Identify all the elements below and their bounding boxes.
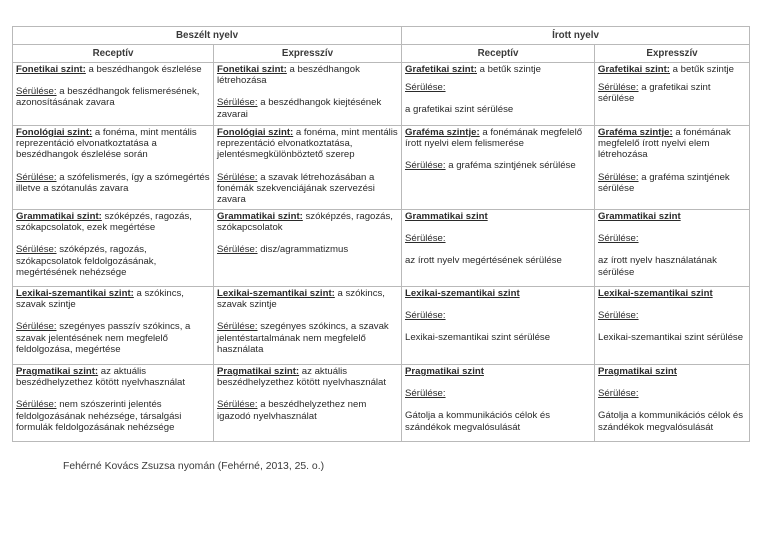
spacer (598, 161, 746, 172)
level-definition (16, 127, 210, 161)
level-title: Fonetikai szint: (217, 64, 287, 75)
impairment-label: Sérülése: (598, 310, 639, 322)
level-description: a beszédhangok létrehozása (217, 64, 360, 87)
level-title: Lexikai-szemantikai szint (598, 288, 713, 299)
level-definition (598, 211, 746, 222)
level-title: Fonológiai szint: (16, 127, 93, 138)
impairment-definition (598, 388, 746, 433)
impairment-description: szóképzés, ragozás, szókapcsolatok feldolgozásának, megértésének nehézsége (16, 244, 157, 278)
header-written-expressive: Expresszív (595, 45, 750, 63)
spacer (405, 75, 591, 82)
spacer (598, 399, 746, 410)
table-cell (13, 287, 214, 365)
level-description: szóképzés, ragozás, szókapcsolatok, ezek megértése (16, 211, 192, 234)
impairment-description: a graféma szintjének sérülése (598, 171, 730, 194)
level-definition (16, 366, 210, 388)
impairment-label: Sérülése: (16, 321, 57, 333)
impairment-definition (598, 233, 746, 278)
spacer (16, 233, 210, 244)
header-spoken-language: Beszélt nyelv (13, 27, 402, 45)
impairment-definition (405, 82, 591, 115)
header-written-receptive: Receptív (402, 45, 595, 63)
level-definition (217, 211, 398, 233)
level-title: Grammatikai szint (405, 211, 488, 222)
impairment-label: Sérülése: (16, 171, 57, 183)
spacer (405, 244, 591, 255)
level-description: a fonémának megfelelő írott nyelvi elem létrehozása (598, 127, 731, 161)
table-cell (595, 365, 750, 442)
impairment-description: Lexikai-szemantikai szint sérülése (405, 332, 551, 344)
impairment-definition (217, 399, 398, 421)
impairment-definition (16, 321, 210, 355)
table-cell (13, 63, 214, 126)
table-cell (402, 365, 595, 442)
level-title: Pragmatikai szint (405, 366, 484, 377)
header-row-modality (13, 27, 750, 45)
level-title: Lexikai-szemantikai szint: (16, 288, 134, 299)
table-cell (214, 210, 402, 287)
impairment-label: Sérülése: (217, 97, 258, 109)
impairment-description: Gátolja a kommunikációs célok és szándékok megvalósulását (598, 410, 744, 433)
level-description: a betűk szintje (670, 64, 734, 75)
spacer (16, 161, 210, 172)
impairment-description: az írott nyelv használatának sérülése (598, 255, 717, 278)
level-definition (217, 64, 398, 86)
impairment-description: a beszédhangok felismerésének, azonosításának zavara (16, 86, 200, 109)
level-description: a fonéma, mint mentális reprezentáció elvonatkoztatása, jelentésmegkülönböztető szerep (217, 127, 398, 161)
impairment-label: Sérülése: (405, 233, 446, 245)
spacer (217, 233, 398, 244)
impairment-definition (598, 82, 746, 104)
header-spoken-expressive: Expresszív (214, 45, 402, 63)
impairment-label: Sérülése: (598, 82, 639, 94)
spacer (598, 321, 746, 332)
impairment-definition (405, 388, 591, 433)
table-cell (595, 126, 750, 210)
level-description: szóképzés, ragozás, szókapcsolatok (217, 211, 393, 234)
level-definition (598, 366, 746, 377)
level-description: a szókincs, szavak szintje (16, 288, 184, 311)
impairment-label: Sérülése: (405, 388, 446, 400)
level-description: a betűk szintje (477, 64, 541, 75)
table-cell (595, 63, 750, 126)
impairment-label: Sérülése: (217, 399, 258, 411)
table-cell (13, 126, 214, 210)
impairment-description: a beszédhangok kiejtésének zavarai (217, 97, 382, 120)
impairment-definition (16, 399, 210, 433)
impairment-label: Sérülése: (598, 233, 639, 245)
spacer (405, 222, 591, 233)
level-definition (217, 127, 398, 161)
table-cell (214, 126, 402, 210)
table-cell (402, 210, 595, 287)
table-row (13, 210, 750, 287)
level-description: az aktuális beszédhelyzethez kötött nyelvhasználat (217, 366, 387, 389)
spacer (217, 161, 398, 172)
source-caption: Fehérné Kovács Zsuzsa nyomán (Fehérné, 2013, 25. o.) (63, 461, 325, 472)
impairment-definition (405, 233, 591, 266)
impairment-label: Sérülése: (217, 171, 258, 183)
table-cell (13, 210, 214, 287)
impairment-description: a beszédhelyzethez nem igazodó nyelvhasználat (217, 399, 367, 422)
impairment-description: Lexikai-szemantikai szint sérülése (598, 332, 744, 344)
table-cell (402, 126, 595, 210)
impairment-description: szegényes szókincs, a szavak jelentéstartalmának nem megfelelő használata (217, 321, 389, 355)
impairment-definition (598, 310, 746, 343)
level-definition (598, 127, 746, 161)
table-row (13, 126, 750, 210)
level-title: Grafetikai szint: (405, 64, 477, 75)
impairment-description: szegényes passzív szókincs, a szavak jelentésének nem megfelelő feldolgozása, megértése (16, 321, 191, 355)
impairment-label: Sérülése: (16, 399, 57, 411)
level-definition (405, 288, 591, 299)
level-description: a beszédhangok észlelése (85, 64, 202, 75)
impairment-description: Gátolja a kommunikációs célok és szándékok megvalósulását (405, 410, 551, 433)
impairment-definition (405, 310, 591, 343)
impairment-definition (598, 172, 746, 194)
level-title: Grammatikai szint: (217, 211, 303, 222)
impairment-label: Sérülése: (405, 310, 446, 322)
impairment-label: Sérülése: (598, 388, 639, 400)
level-definition (598, 288, 746, 299)
table-cell (402, 63, 595, 126)
impairment-definition (217, 97, 398, 119)
table-row (13, 365, 750, 442)
table-cell (595, 287, 750, 365)
impairment-description: disz/agrammatizmus (257, 244, 349, 256)
impairment-description: a grafetikai szint sérülése (598, 82, 711, 105)
spacer (598, 244, 746, 255)
table-cell (13, 365, 214, 442)
impairment-description: a graféma szintjének sérülése (445, 160, 576, 172)
impairment-description: a szavak létrehozásában a fonémák szekvenciájának szervezési zavara (217, 171, 375, 206)
impairment-definition (405, 160, 591, 171)
spacer (217, 388, 398, 399)
impairment-label: Sérülése: (405, 160, 446, 172)
table-cell (214, 365, 402, 442)
language-levels-table (12, 26, 750, 442)
table-cell (402, 287, 595, 365)
impairment-description: az írott nyelv megértésének sérülése (405, 255, 562, 267)
level-title: Graféma szintje: (405, 127, 480, 138)
level-description: a szókincs, szavak szintje (217, 288, 385, 311)
spacer (405, 321, 591, 332)
header-row-direction (13, 45, 750, 63)
level-title: Graféma szintje: (598, 127, 673, 138)
level-title: Pragmatikai szint (598, 366, 677, 377)
spacer (405, 399, 591, 410)
impairment-definition (217, 321, 398, 355)
table-row (13, 63, 750, 126)
level-title: Grammatikai szint: (16, 211, 102, 222)
level-definition (405, 366, 591, 377)
level-description: a fonéma, mint mentális reprezentáció elvonatkoztatása a beszédhangok észlelése során (16, 127, 197, 161)
impairment-label: Sérülése: (16, 244, 57, 256)
impairment-label: Sérülése: (405, 82, 446, 94)
impairment-label: Sérülése: (16, 86, 57, 98)
header-written-language: Írott nyelv (402, 27, 750, 45)
level-definition (217, 288, 398, 310)
spacer (598, 222, 746, 233)
spacer (16, 75, 210, 86)
header-spoken-receptive: Receptív (13, 45, 214, 63)
level-definition (405, 127, 591, 149)
spacer (405, 299, 591, 310)
spacer (16, 388, 210, 399)
spacer (405, 149, 591, 160)
impairment-label: Sérülése: (598, 171, 639, 183)
level-definition (405, 64, 591, 75)
impairment-description: nem szószerinti jelentés feldolgozásának nehézsége, társalgási formulák feldolgozásának nehézsége (16, 399, 182, 433)
level-definition (16, 288, 210, 310)
spacer (217, 86, 398, 97)
impairment-definition (16, 86, 210, 108)
level-title: Lexikai-szemantikai szint (405, 288, 520, 299)
spacer (405, 377, 591, 388)
level-title: Lexikai-szemantikai szint: (217, 288, 335, 299)
impairment-definition (217, 172, 398, 206)
impairment-definition (16, 244, 210, 278)
table-row (13, 287, 750, 365)
spacer (598, 75, 746, 82)
level-title: Fonetikai szint: (16, 64, 86, 75)
spacer (217, 310, 398, 321)
level-definition (16, 64, 210, 75)
spacer (405, 93, 591, 104)
impairment-definition (217, 244, 398, 255)
level-definition (405, 211, 591, 222)
level-description: a fonémának megfelelő írott nyelvi elem felismerése (405, 127, 583, 150)
level-title: Pragmatikai szint: (217, 366, 300, 377)
level-title: Fonológiai szint: (217, 127, 294, 138)
impairment-label: Sérülése: (217, 321, 258, 333)
level-title: Grafetikai szint: (598, 64, 670, 75)
impairment-definition (16, 172, 210, 194)
impairment-description: a szófelismerés, így a szómegértés illetve a szótanulás zavara (16, 171, 210, 194)
level-title: Pragmatikai szint: (16, 366, 99, 377)
table-cell (595, 210, 750, 287)
level-definition (598, 64, 746, 75)
level-definition (16, 211, 210, 233)
impairment-description: a grafetikai szint sérülése (405, 104, 514, 116)
level-definition (217, 366, 398, 388)
spacer (598, 299, 746, 310)
spacer (598, 377, 746, 388)
table-cell (214, 63, 402, 126)
level-description: az aktuális beszédhelyzethez kötött nyelvhasználat (16, 366, 186, 389)
table-cell (214, 287, 402, 365)
impairment-label: Sérülése: (217, 244, 258, 256)
spacer (16, 310, 210, 321)
level-title: Grammatikai szint (598, 211, 681, 222)
